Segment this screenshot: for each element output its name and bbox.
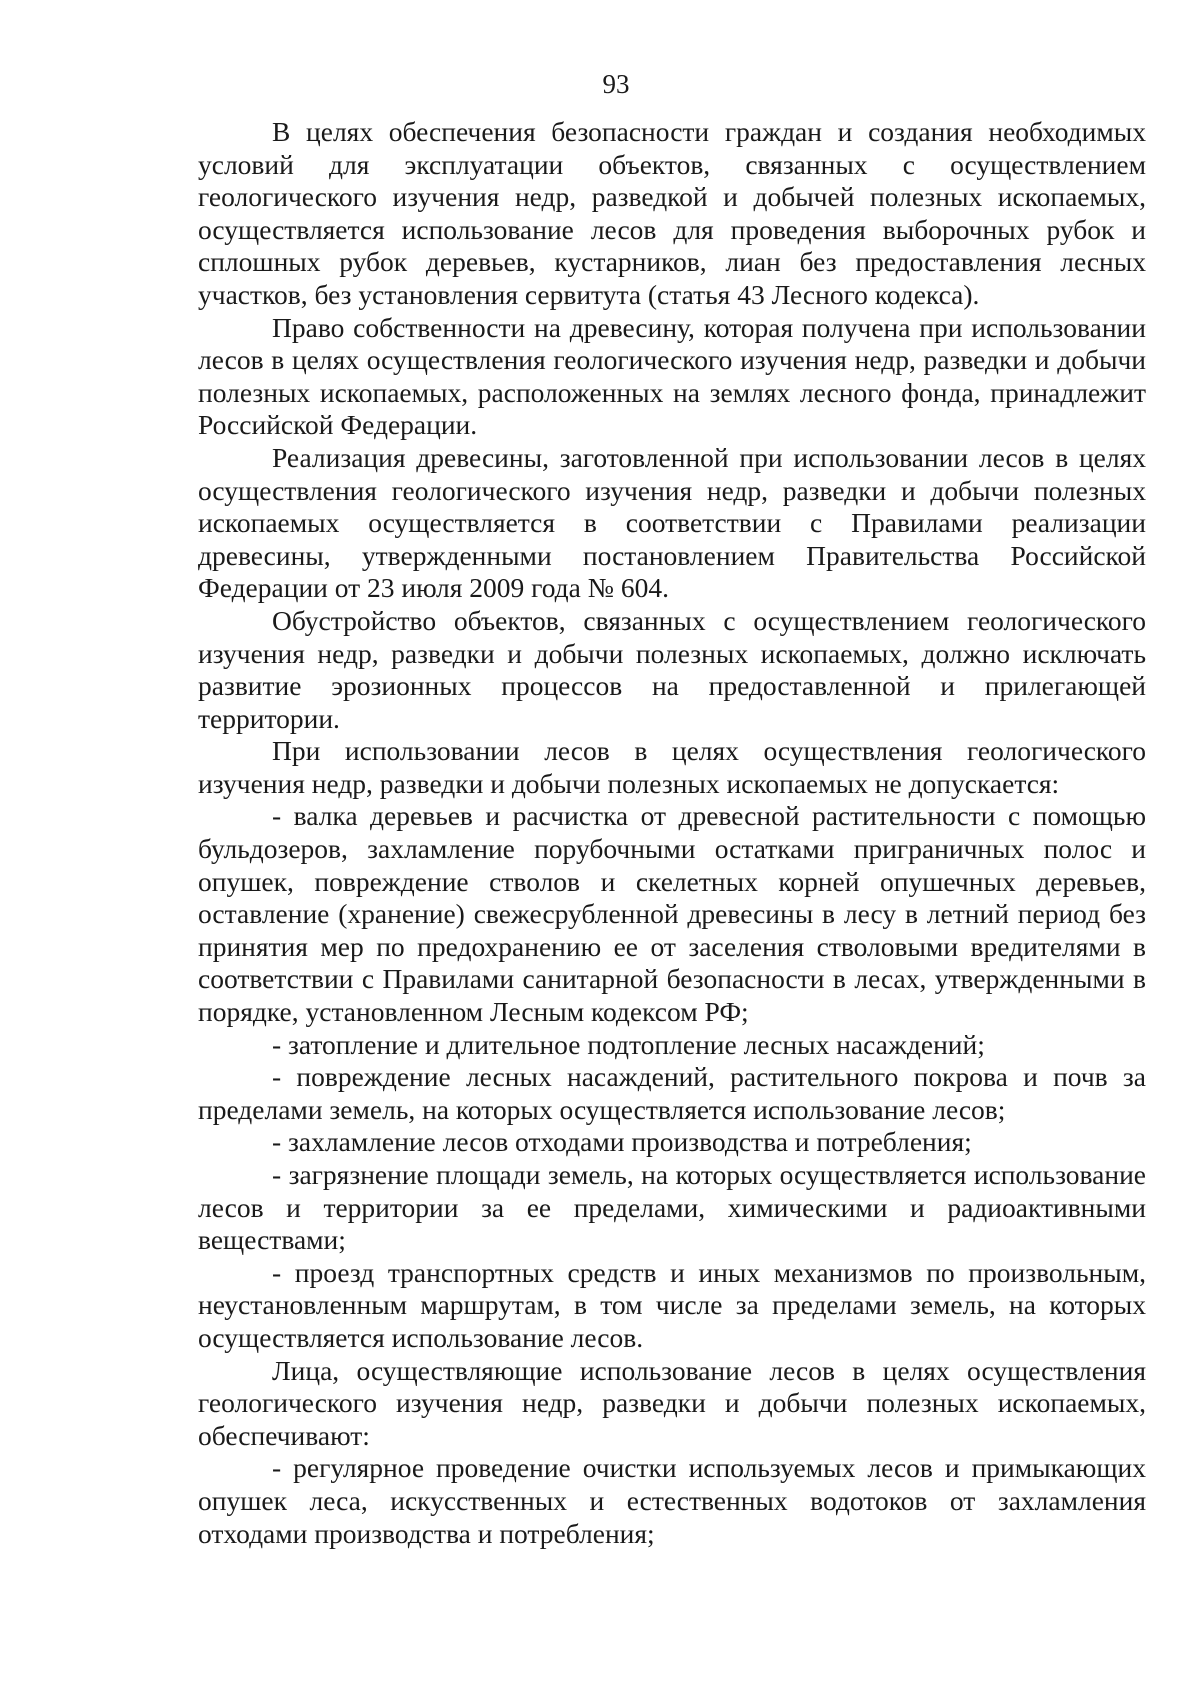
paragraph-forest-use-purpose: В целях обеспечения безопасности граждан и создания необходимых условий для эксплуатации объектов, связанных с осуществлением геологического изучения недр, разведкой и добычей полезных ископаемых, осуществляется использование лесов для проведения выборочных рубок и сплошных рубок деревьев, кустарников, лиан без предоставления лесных участков, без установления сервитута (статья 43 Лесного кодекса). (198, 116, 1146, 310)
list-item-felling-clearing: - валка деревьев и расчистка от древесной растительности с помощью бульдозеров, захламление порубочными остатками приграничных полос и опушек, повреждение стволов и скелетных корней опушечных деревьев, оставление (хранение) свежесрубленной древесины в лесу в летний период без принятия мер по предохранению ее от заселения стволовыми вредителями в соответствии с Правилами санитарной безопасности в лесах, утвержденными в порядке, установленном Лесным кодексом РФ; (198, 800, 1146, 1028)
page-number: 93 (602, 69, 630, 99)
paragraph-prohibitions-intro: При использовании лесов в целях осуществления геологического изучения недр, разведки и добычи полезных ископаемых не допускается: (198, 735, 1146, 799)
list-item-littering: - захламление лесов отходами производства и потребления; (272, 1126, 972, 1158)
paragraph-obligations-intro: Лица, осуществляющие использование лесов в целях осуществления геологического изучения недр, разведки и добычи полезных ископаемых, обеспечивают: (198, 1354, 1146, 1451)
list-item-flooding: - затопление и длительное подтопление лесных насаждений; (272, 1028, 985, 1060)
list-item-pollution: - загрязнение площади земель, на которых осуществляется использование лесов и территории за ее пределами, химическими и радиоактивными веществами; (198, 1159, 1146, 1256)
list-item-vehicle-passage: - проезд транспортных средств и иных механизмов по произвольным, неустановленным маршрутам, в том числе за пределами земель, на которых осуществляется использование лесов. (198, 1256, 1146, 1353)
paragraph-wood-ownership: Право собственности на древесину, которая получена при использовании лесов в целях осуществления геологического изучения недр, разведки и добычи полезных ископаемых, расположенных на землях лесного фонда, принадлежит Российской Федерации. (198, 311, 1146, 441)
paragraph-wood-sale: Реализация древесины, заготовленной при использовании лесов в целях осуществления геологического изучения недр, разведки и добычи полезных ископаемых осуществляется в соответствии с Правилами реализации древесины, утвержденными постановлением Правительства Российской Федерации от 23 июля 2009 года № 604. (198, 441, 1146, 604)
document-body (198, 116, 1146, 1550)
paragraph-facility-arrangement: Обустройство объектов, связанных с осуществлением геологического изучения недр, разведки и добычи полезных ископаемых, должно исключать развитие эрозионных процессов на предоставленной и прилегающей территории. (198, 604, 1146, 734)
list-item-regular-cleaning: - регулярное проведение очистки используемых лесов и примыкающих опушек леса, искусственных и естественных водотоков от захламления отходами производства и потребления; (198, 1452, 1146, 1549)
list-item-damage-outside: - повреждение лесных насаждений, растительного покрова и почв за пределами земель, на которых осуществляется использование лесов; (198, 1061, 1146, 1125)
